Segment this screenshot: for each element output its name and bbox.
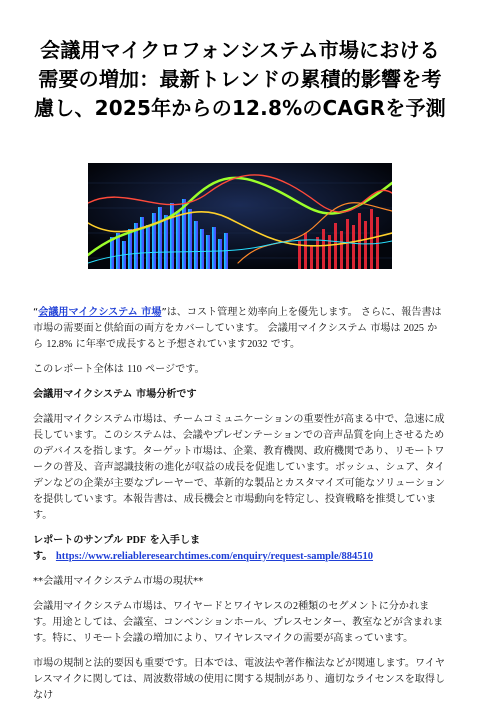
sample-request-paragraph: レポートのサンプル PDF を入手します。 https://www.reliableresearchtimes.com/enquiry/request-sample/884510 [33, 535, 374, 562]
status-heading: **会議用マイクシステム市場の現状** [33, 576, 204, 587]
page-count-paragraph: このレポート全体は 110 ページです。 [33, 364, 205, 375]
hero-image [88, 163, 392, 269]
sample-request-link[interactable]: https://www.reliableresearchtimes.com/enquiry/request-sample/884510 [55, 551, 374, 562]
page-title: 会議用マイクロフォンシステム市場における需要の増加：最新トレンドの累積的影響を考慮し、2025年からの12.8%のCAGRを予測 [34, 38, 446, 120]
analysis-heading: 会議用マイクシステム 市場分析です [33, 389, 197, 400]
regulation-paragraph: 市場の規制と法的要因も重要です。日本では、電波法や著作権法などが関連します。ワイヤレスマイクに関しては、周波数帯域の使用に関する規制があり、適切なライセンスを取得しなけ [33, 658, 446, 701]
article-body [33, 305, 447, 704]
analysis-paragraph: 会議用マイクシステム市場は、チームコミュニケーションの重要性が高まる中で、急速に成長しています。このシステムは、会議やプレゼンテーションでの音声品質を向上させるためのデバイスを指します。ターゲット市場は、企業、教育機関、政府機関であり、リモートワークの普及、音声認識技術の進化が収益の成長を促進しています。ボッシュ、シュア、タイデンなどの企業が主要なプレーヤーで、革新的な製品とカスタマイズ可能なソリューションを提供しています。本報告書は、成長機会と市場動向を特定し、投資戦略を推奨しています。 [33, 414, 446, 521]
intro-paragraph: “会議用マイクシステム 市場”は、コスト管理と効率向上を優先します。 さらに、報告書は市場の需要面と供給面の両方をカバーしています。 会議用マイクシステム 市場は 2025 から 12.8% に年率で成長すると予想されています2032 です。 [33, 307, 442, 350]
status-paragraph: 会議用マイクシステム市場は、ワイヤードとワイヤレスの2種類のセグメントに分かれます。用途としては、会議室、コンベンションホール、プレスセンター、教室などが含まれます。特に、リモート会議の増加により、ワイヤレスマイクの需要が高まっています。 [33, 601, 444, 644]
market-link[interactable]: 会議用マイクシステム 市場 [38, 307, 162, 318]
